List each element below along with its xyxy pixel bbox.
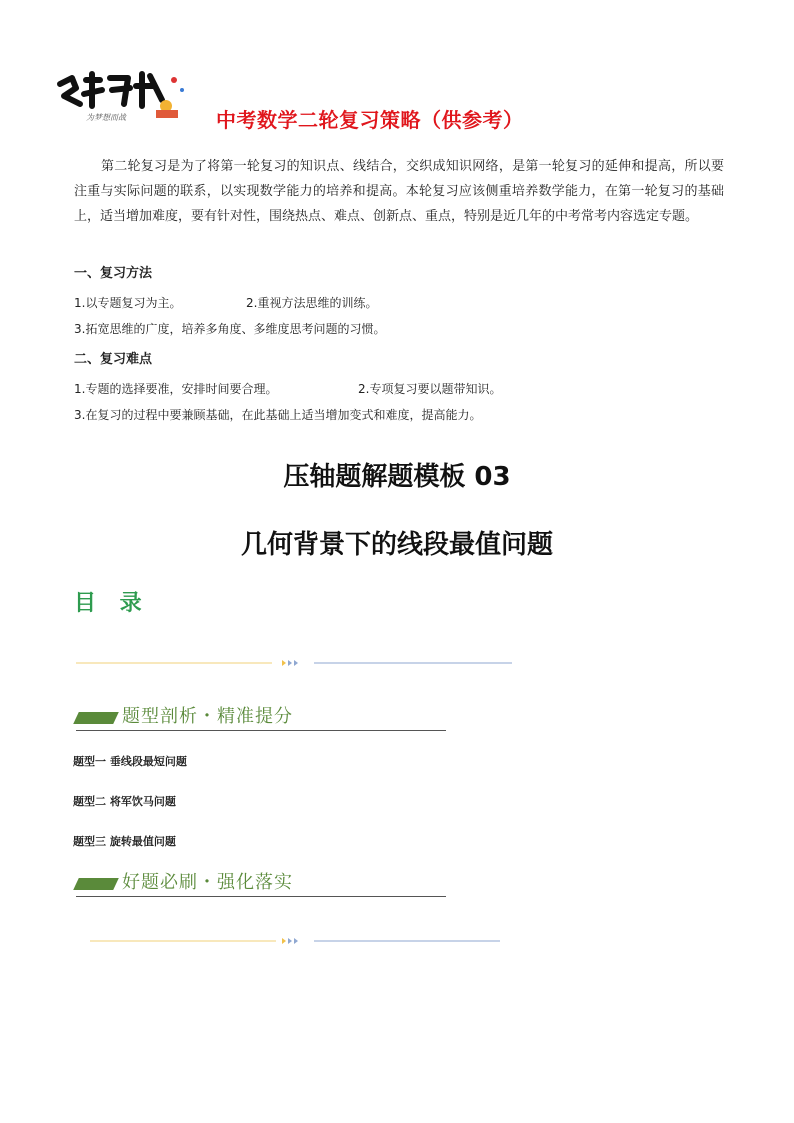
toc-item[interactable]: 题型三 旋转最值问题 [73,835,176,848]
section2-item1: 1.专题的选择要准，安排时间要合理。 [74,382,278,396]
toc-item[interactable]: 题型一 垂线段最短问题 [73,755,187,768]
section2-item3: 3.在复习的过程中要兼顾基础，在此基础上适当增加变式和难度，提高能力。 [74,408,482,422]
section2-item2: 2.专项复习要以题带知识。 [358,382,502,396]
header-title: 中考数学二轮复习策略（供参考） [216,108,524,132]
banner-text: 好题必刷・强化落实 [122,872,293,893]
divider-bottom [90,936,510,946]
intro-paragraph: 第二轮复习是为了将第一轮复习的知识点、线结合，交织成知识网络，是第一轮复习的延伸和提高，所以要注重与实际问题的联系，以实现数学能力的培养和提高。本轮复习应该侧重培养数学能力，在第一轮复习的基础上，适当增加难度，要有针对性，围绕热点、难点、创新点、重点，特别是近几年的中考常考内容选定专题。 [74,159,724,224]
banner-bar [73,878,119,890]
main-title-1: 压轴题解题模板 03 [283,462,511,492]
toc-banner-2 [76,866,448,900]
section2-line1 [74,380,502,397]
section1-heading: 一、复习方法 [74,266,153,281]
banner-text: 题型剖析・精准提分 [122,706,293,727]
main-title-2: 几何背景下的线段最值问题 [240,530,553,560]
section1-item1: 1.以专题复习为主。 [74,296,182,310]
banner-underline [76,730,446,731]
section1-item3: 3.拓宽思维的广度，培养多角度、多维度思考问题的习惯。 [74,322,386,336]
divider-top [76,658,516,668]
toc-title: 目 录 [74,591,150,616]
banner-underline [76,896,446,897]
toc-banner-1 [76,700,448,734]
logo-subtext: 为梦想而战 [86,113,126,122]
section2-heading: 二、复习难点 [74,352,153,367]
section1-item2: 2.重视方法思维的训练。 [246,296,378,310]
toc-item[interactable]: 题型二 将军饮马问题 [73,795,176,808]
banner-bar [73,712,119,724]
section1-line1 [74,294,378,311]
logo [50,66,190,130]
